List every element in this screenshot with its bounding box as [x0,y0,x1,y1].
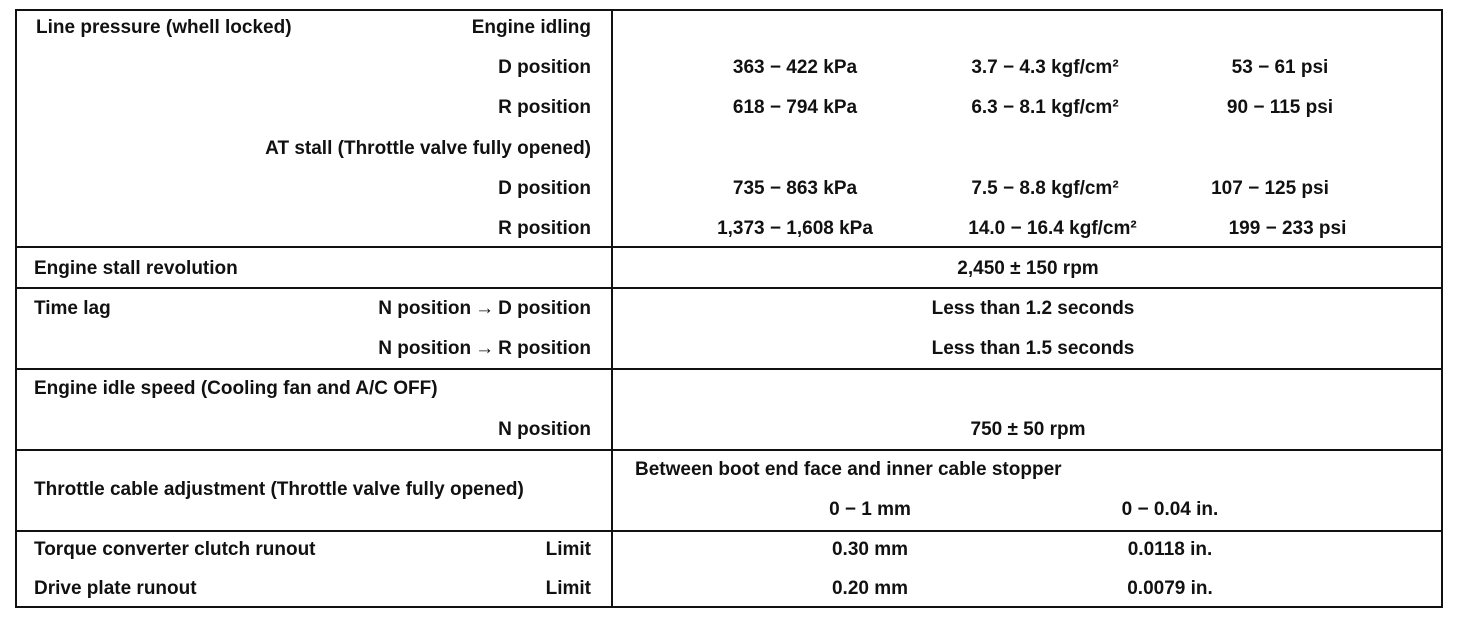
line-pressure-label: Line pressure (whell locked) [36,17,292,38]
stall-revolution-value: 2,450 ± 150 rpm [957,258,1099,279]
idle-speed-position: N position [498,419,591,440]
plate-runout-in: 0.0079 in. [1127,578,1213,599]
time-lag-nr-to: R position [498,338,591,359]
converter-runout-mm: 0.30 mm [831,539,909,560]
stall-r-kgf: 14.0 − 16.4 kgf/cm² [968,218,1137,239]
plate-runout-mm: 0.20 mm [831,578,909,599]
engine-idling-label: Engine idling [471,17,591,38]
stall-d-kpa: 735 − 863 kPa [732,178,858,199]
row-divider [15,287,1443,289]
arrow-right-icon: → [475,338,495,359]
idle-speed-label: Engine idle speed (Cooling fan and A/C OFF) [34,378,438,399]
idling-d-kpa: 363 − 422 kPa [732,57,858,78]
converter-runout-in: 0.0118 in. [1127,539,1213,560]
time-lag-nr-from: N position [378,338,472,359]
converter-runout-label: Torque converter clutch runout [34,539,316,560]
at-stall-label: AT stall (Throttle valve fully opened) [265,138,591,159]
row-divider [15,449,1443,451]
time-lag-nr-positions [300,338,591,360]
row-divider [15,530,1443,532]
stall-d-kgf: 7.5 − 8.8 kgf/cm² [971,178,1119,199]
throttle-cable-note: Between boot end face and inner cable stopper [635,459,1062,480]
time-lag-nr-value: Less than 1.5 seconds [931,338,1135,359]
throttle-cable-label: Throttle cable adjustment (Throttle valve fully opened) [34,479,524,500]
stall-d-psi: 107 − 125 psi [1211,178,1329,199]
idling-d-position-label: D position [498,57,591,78]
idling-r-psi: 90 − 115 psi [1226,97,1334,118]
idle-speed-value: 750 ± 50 rpm [970,419,1086,440]
time-lag-nd-to: D position [498,298,591,319]
stall-d-position-label: D position [498,178,591,199]
time-lag-nd-value: Less than 1.2 seconds [931,298,1135,319]
stall-r-kpa: 1,373 − 1,608 kPa [717,218,873,239]
row-divider [15,368,1443,370]
idling-d-kgf: 3.7 − 4.3 kgf/cm² [971,57,1119,78]
throttle-cable-in: 0 − 0.04 in. [1121,499,1219,520]
idling-r-kgf: 6.3 − 8.1 kgf/cm² [971,97,1119,118]
stall-r-psi: 199 − 233 psi [1228,218,1347,239]
arrow-right-icon: → [475,298,495,319]
time-lag-label: Time lag [34,298,111,319]
idling-d-psi: 53 − 61 psi [1231,57,1329,78]
time-lag-nd-positions [300,298,591,320]
plate-runout-label: Drive plate runout [34,578,197,599]
time-lag-nd-from: N position [378,298,472,319]
row-divider [15,246,1443,248]
plate-runout-limit: Limit [545,578,591,599]
stall-r-position-label: R position [498,218,591,239]
idling-r-kpa: 618 − 794 kPa [732,97,858,118]
converter-runout-limit: Limit [545,539,591,560]
throttle-cable-mm: 0 − 1 mm [829,499,911,520]
idling-r-position-label: R position [498,97,591,118]
stall-revolution-label: Engine stall revolution [34,258,238,279]
